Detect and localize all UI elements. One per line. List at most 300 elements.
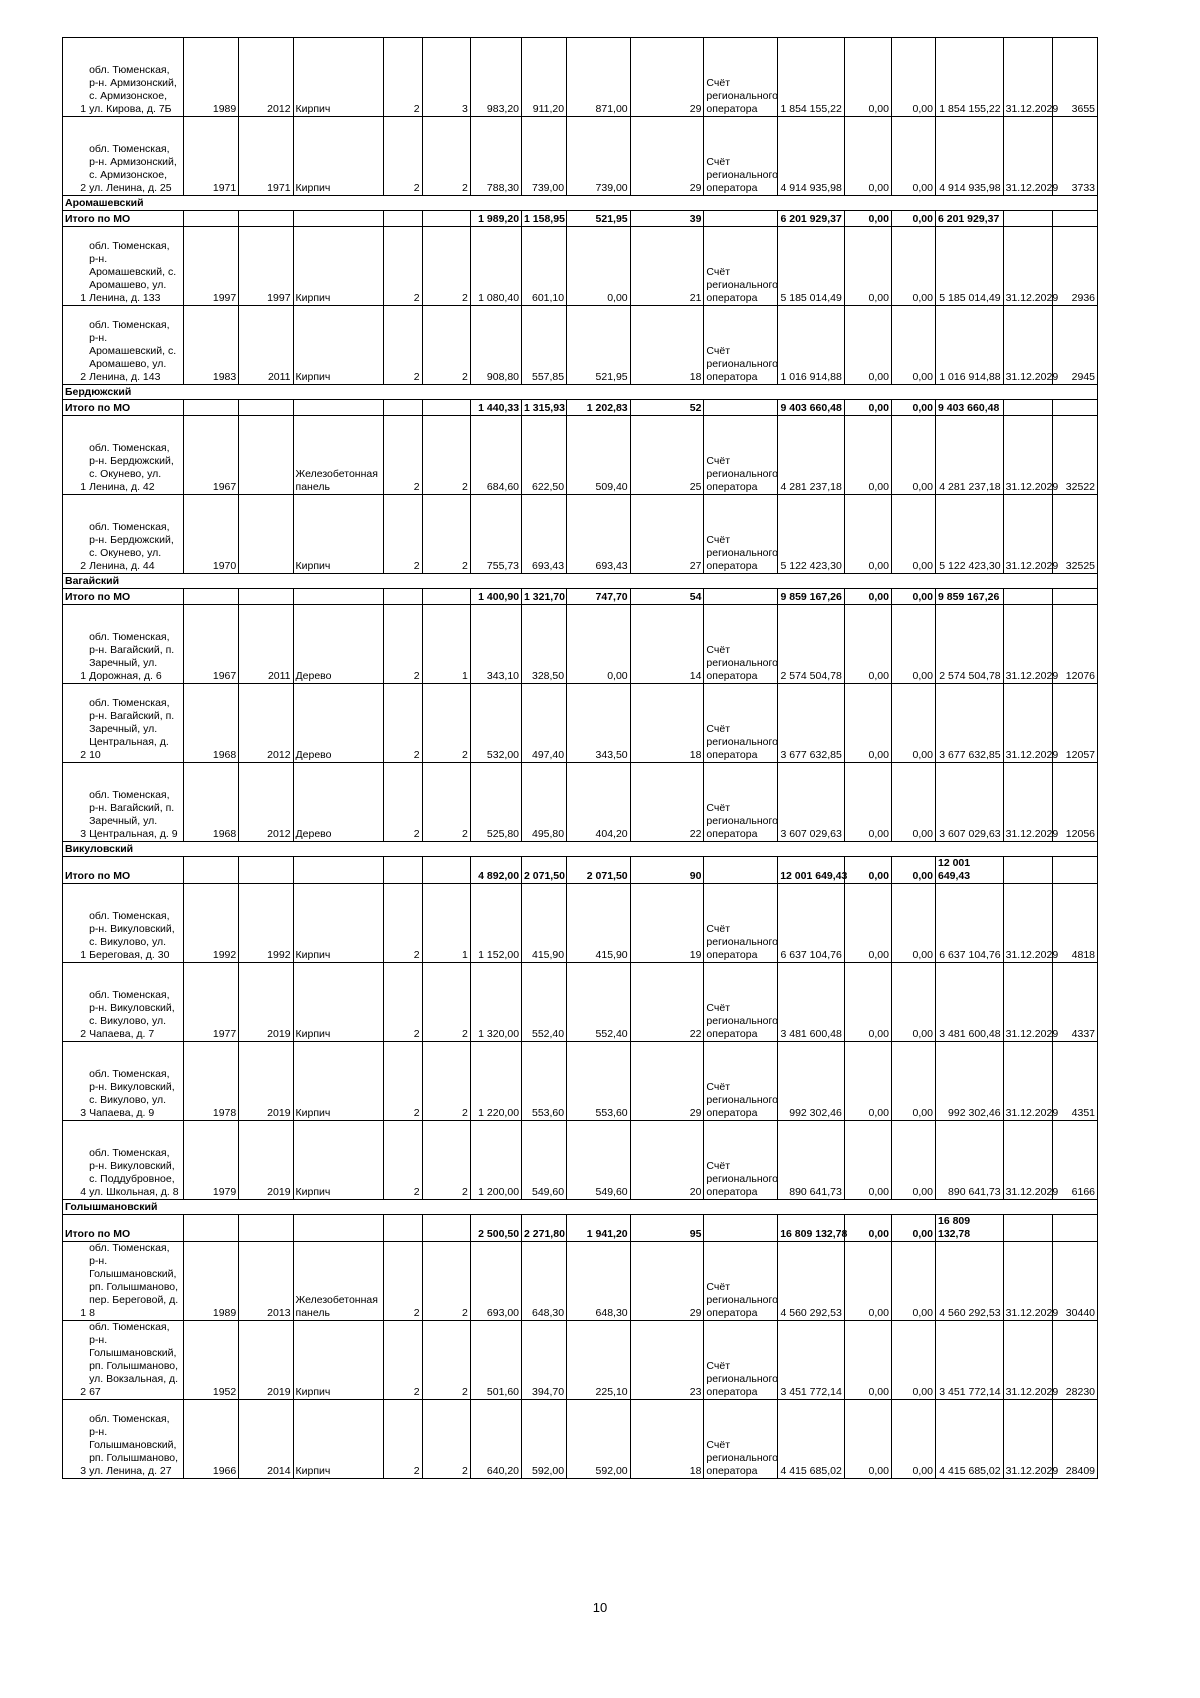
- total-area-cell: 908,80: [470, 306, 521, 385]
- owners-cost-cell: 3 451 772,14: [935, 1321, 1003, 1400]
- year-built-cell: 1968: [183, 763, 238, 842]
- empty-cell: [293, 1215, 383, 1242]
- owners-cost-cell: 890 641,73: [935, 1121, 1003, 1200]
- residents-cell: 18: [630, 1400, 704, 1479]
- register-body: [63, 38, 1098, 1479]
- address-cell: обл. Тюменская, р-н. Голышмановский, рп. Голышманово, ул. Вокзальная, д. 67: [87, 1321, 183, 1400]
- cost-b-cell: 0,00: [891, 884, 935, 963]
- row-number: 2: [63, 684, 88, 763]
- living-area-cell: 601,10: [522, 227, 567, 306]
- private-area-cell: 592,00: [567, 1400, 631, 1479]
- cost-a-cell: 0,00: [844, 227, 891, 306]
- entrances-cell: 2: [422, 763, 470, 842]
- total-cost-cell: 4 281 237,18: [778, 416, 845, 495]
- total-residents: 39: [630, 211, 704, 227]
- empty-cell: [183, 589, 238, 605]
- year-built-cell: 1970: [183, 495, 238, 574]
- row-number: 3: [63, 763, 88, 842]
- total-living-area: 2 271,80: [522, 1215, 567, 1242]
- total-area-cell: 1 080,40: [470, 227, 521, 306]
- entrances-cell: 2: [422, 1121, 470, 1200]
- owners-cost-cell: 4 415 685,02: [935, 1400, 1003, 1479]
- page-number: 10: [592, 1600, 608, 1615]
- cost-b-cell: 0,00: [891, 1400, 935, 1479]
- living-area-cell: 557,85: [522, 306, 567, 385]
- wall-material-cell: Железобетонная панель: [293, 416, 383, 495]
- empty-cell: [1052, 211, 1097, 227]
- row-number: 4: [63, 1121, 88, 1200]
- owners-cost-cell: 4 281 237,18: [935, 416, 1003, 495]
- fund-method-cell: Счёт регионального оператора: [704, 306, 778, 385]
- total-residents: 90: [630, 857, 704, 884]
- total-area-cell: 983,20: [470, 38, 521, 117]
- cost-b-cell: 0,00: [891, 416, 935, 495]
- house-code-cell: 30440: [1052, 1242, 1097, 1321]
- fund-method-cell: Счёт регионального оператора: [704, 605, 778, 684]
- total-residents: 54: [630, 589, 704, 605]
- wall-material-cell: Дерево: [293, 684, 383, 763]
- address-cell: обл. Тюменская, р-н. Голышмановский, рп. Голышманово, ул. Ленина, д. 27: [87, 1400, 183, 1479]
- empty-cell: [293, 400, 383, 416]
- floors-cell: 2: [383, 38, 422, 117]
- living-area-cell: 549,60: [522, 1121, 567, 1200]
- wall-material-cell: Кирпич: [293, 1121, 383, 1200]
- empty-cell: [239, 589, 293, 605]
- total-cost-b: 0,00: [891, 589, 935, 605]
- entrances-cell: 2: [422, 306, 470, 385]
- total-owners-cost: 9 859 167,26: [935, 589, 1003, 605]
- total-cost: 9 859 167,26: [778, 589, 845, 605]
- total-area-cell: 684,60: [470, 416, 521, 495]
- wall-material-cell: Кирпич: [293, 1321, 383, 1400]
- cost-b-cell: 0,00: [891, 605, 935, 684]
- total-cost-cell: 992 302,46: [778, 1042, 845, 1121]
- entrances-cell: 2: [422, 1321, 470, 1400]
- house-code-cell: 4351: [1052, 1042, 1097, 1121]
- owners-cost-cell: 1 854 155,22: [935, 38, 1003, 117]
- total-cost-cell: 4 560 292,53: [778, 1242, 845, 1321]
- empty-cell: [704, 211, 778, 227]
- house-row: [63, 1242, 1098, 1321]
- year-renovation-cell: 2012: [239, 38, 293, 117]
- empty-cell: [704, 1215, 778, 1242]
- floors-cell: 2: [383, 1042, 422, 1121]
- cost-a-cell: 0,00: [844, 763, 891, 842]
- cost-b-cell: 0,00: [891, 117, 935, 196]
- empty-cell: [422, 400, 470, 416]
- empty-cell: [704, 400, 778, 416]
- entrances-cell: 2: [422, 684, 470, 763]
- address-cell: обл. Тюменская, р-н. Аромашевский, с. Аромашево, ул. Ленина, д. 143: [87, 306, 183, 385]
- residents-cell: 14: [630, 605, 704, 684]
- municipality-name: Аромашевский: [63, 196, 1098, 211]
- empty-cell: [383, 589, 422, 605]
- address-cell: обл. Тюменская, р-н. Вагайский, п. Заречный, ул. Центральная, д. 9: [87, 763, 183, 842]
- empty-cell: [183, 857, 238, 884]
- empty-cell: [704, 857, 778, 884]
- total-area: 4 892,00: [470, 857, 521, 884]
- total-cost-cell: 890 641,73: [778, 1121, 845, 1200]
- address-cell: обл. Тюменская, р-н. Армизонский, с. Армизонское, ул. Кирова, д. 7Б: [87, 38, 183, 117]
- house-code-cell: 12076: [1052, 605, 1097, 684]
- house-code-cell: 2936: [1052, 227, 1097, 306]
- empty-cell: [1003, 589, 1052, 605]
- total-area-cell: 755,73: [470, 495, 521, 574]
- living-area-cell: 622,50: [522, 416, 567, 495]
- year-built-cell: 1997: [183, 227, 238, 306]
- address-cell: обл. Тюменская, р-н. Армизонский, с. Армизонское, ул. Ленина, д. 25: [87, 117, 183, 196]
- wall-material-cell: Кирпич: [293, 495, 383, 574]
- entrances-cell: 2: [422, 1400, 470, 1479]
- empty-cell: [1052, 1215, 1097, 1242]
- floors-cell: 2: [383, 1242, 422, 1321]
- house-code-cell: 3733: [1052, 117, 1097, 196]
- owners-cost-cell: 5 185 014,49: [935, 227, 1003, 306]
- house-code-cell: 28409: [1052, 1400, 1097, 1479]
- total-area-cell: 1 320,00: [470, 963, 521, 1042]
- total-cost: 9 403 660,48: [778, 400, 845, 416]
- house-code-cell: 4818: [1052, 884, 1097, 963]
- house-row: [63, 117, 1098, 196]
- row-number: 3: [63, 1042, 88, 1121]
- cost-b-cell: 0,00: [891, 1242, 935, 1321]
- total-private-area: 521,95: [567, 211, 631, 227]
- private-area-cell: 871,00: [567, 38, 631, 117]
- floors-cell: 2: [383, 1400, 422, 1479]
- address-cell: обл. Тюменская, р-н. Викуловский, с. Поддубровное, ул. Школьная, д. 8: [87, 1121, 183, 1200]
- fund-method-cell: Счёт регионального оператора: [704, 495, 778, 574]
- living-area-cell: 552,40: [522, 963, 567, 1042]
- row-number: 1: [63, 38, 88, 117]
- row-number: 1: [63, 605, 88, 684]
- living-area-cell: 328,50: [522, 605, 567, 684]
- address-cell: обл. Тюменская, р-н. Викуловский, с. Викулово, ул. Чапаева, д. 7: [87, 963, 183, 1042]
- total-area-cell: 525,80: [470, 763, 521, 842]
- total-area: 1 989,20: [470, 211, 521, 227]
- year-renovation-cell: 2019: [239, 1321, 293, 1400]
- residents-cell: 20: [630, 1121, 704, 1200]
- total-area: 2 500,50: [470, 1215, 521, 1242]
- residents-cell: 18: [630, 684, 704, 763]
- municipality-name: Вагайский: [63, 574, 1098, 589]
- total-cost-b: 0,00: [891, 857, 935, 884]
- private-area-cell: 0,00: [567, 227, 631, 306]
- empty-cell: [383, 211, 422, 227]
- empty-cell: [183, 1215, 238, 1242]
- total-cost-b: 0,00: [891, 400, 935, 416]
- municipality-total-row: [63, 400, 1098, 416]
- year-renovation-cell: 2011: [239, 605, 293, 684]
- total-label: Итого по МО: [63, 857, 184, 884]
- wall-material-cell: Кирпич: [293, 963, 383, 1042]
- empty-cell: [183, 211, 238, 227]
- private-area-cell: 552,40: [567, 963, 631, 1042]
- wall-material-cell: Кирпич: [293, 1400, 383, 1479]
- total-area: 1 440,33: [470, 400, 521, 416]
- fund-method-cell: Счёт регионального оператора: [704, 684, 778, 763]
- residents-cell: 29: [630, 38, 704, 117]
- year-renovation-cell: 2011: [239, 306, 293, 385]
- private-area-cell: 225,10: [567, 1321, 631, 1400]
- empty-cell: [422, 1215, 470, 1242]
- year-renovation-cell: 2019: [239, 1042, 293, 1121]
- row-number: 2: [63, 963, 88, 1042]
- address-cell: обл. Тюменская, р-н. Голышмановский, рп. Голышманово, пер. Береговой, д. 8: [87, 1242, 183, 1321]
- house-row: [63, 963, 1098, 1042]
- cost-a-cell: 0,00: [844, 605, 891, 684]
- cost-a-cell: 0,00: [844, 1321, 891, 1400]
- year-renovation-cell: [239, 495, 293, 574]
- floors-cell: 2: [383, 884, 422, 963]
- living-area-cell: 497,40: [522, 684, 567, 763]
- total-cost: 6 201 929,37: [778, 211, 845, 227]
- total-cost-b: 0,00: [891, 1215, 935, 1242]
- entrances-cell: 2: [422, 1042, 470, 1121]
- cost-b-cell: 0,00: [891, 963, 935, 1042]
- municipality-total-row: [63, 857, 1098, 884]
- fund-method-cell: Счёт регионального оператора: [704, 884, 778, 963]
- total-label: Итого по МО: [63, 589, 184, 605]
- total-area-cell: 640,20: [470, 1400, 521, 1479]
- private-area-cell: 415,90: [567, 884, 631, 963]
- house-row: [63, 605, 1098, 684]
- residents-cell: 22: [630, 763, 704, 842]
- row-number: 1: [63, 227, 88, 306]
- year-built-cell: 1989: [183, 1242, 238, 1321]
- cost-a-cell: 0,00: [844, 684, 891, 763]
- municipality-name: Бердюжский: [63, 385, 1098, 400]
- row-number: 1: [63, 1242, 88, 1321]
- total-area-cell: 501,60: [470, 1321, 521, 1400]
- total-cost-a: 0,00: [844, 400, 891, 416]
- entrances-cell: 3: [422, 38, 470, 117]
- house-row: [63, 1121, 1098, 1200]
- total-cost-cell: 3 607 029,63: [778, 763, 845, 842]
- year-built-cell: 1979: [183, 1121, 238, 1200]
- living-area-cell: 648,30: [522, 1242, 567, 1321]
- private-area-cell: 693,43: [567, 495, 631, 574]
- wall-material-cell: Кирпич: [293, 306, 383, 385]
- residents-cell: 25: [630, 416, 704, 495]
- total-living-area: 1 321,70: [522, 589, 567, 605]
- total-area-cell: 788,30: [470, 117, 521, 196]
- address-cell: обл. Тюменская, р-н. Аромашевский, с. Аромашево, ул. Ленина, д. 133: [87, 227, 183, 306]
- municipality-total-row: [63, 589, 1098, 605]
- fund-method-cell: Счёт регионального оператора: [704, 1042, 778, 1121]
- floors-cell: 2: [383, 1121, 422, 1200]
- fund-method-cell: Счёт регионального оператора: [704, 1321, 778, 1400]
- floors-cell: 2: [383, 963, 422, 1042]
- floors-cell: 2: [383, 416, 422, 495]
- owners-cost-cell: 3 481 600,48: [935, 963, 1003, 1042]
- empty-cell: [239, 400, 293, 416]
- cost-a-cell: 0,00: [844, 306, 891, 385]
- wall-material-cell: Кирпич: [293, 1042, 383, 1121]
- total-cost-cell: 6 637 104,76: [778, 884, 845, 963]
- year-built-cell: 1983: [183, 306, 238, 385]
- house-row: [63, 1321, 1098, 1400]
- floors-cell: 2: [383, 1321, 422, 1400]
- total-owners-cost: 6 201 929,37: [935, 211, 1003, 227]
- owners-cost-cell: 6 637 104,76: [935, 884, 1003, 963]
- municipality-header-row: [63, 1200, 1098, 1215]
- cost-b-cell: 0,00: [891, 1121, 935, 1200]
- floors-cell: 2: [383, 684, 422, 763]
- total-owners-cost: 16 809 132,78: [935, 1215, 1003, 1242]
- owners-cost-cell: 5 122 423,30: [935, 495, 1003, 574]
- floors-cell: 2: [383, 117, 422, 196]
- year-renovation-cell: 2012: [239, 763, 293, 842]
- cost-b-cell: 0,00: [891, 495, 935, 574]
- total-area-cell: 1 200,00: [470, 1121, 521, 1200]
- empty-cell: [239, 857, 293, 884]
- deadline-cell: 31.12.2029: [1003, 1042, 1052, 1121]
- total-living-area: 1 315,93: [522, 400, 567, 416]
- address-cell: обл. Тюменская, р-н. Бердюжский, с. Окунево, ул. Ленина, д. 44: [87, 495, 183, 574]
- owners-cost-cell: 3 677 632,85: [935, 684, 1003, 763]
- year-renovation-cell: 2019: [239, 1121, 293, 1200]
- deadline-cell: 31.12.2029: [1003, 495, 1052, 574]
- cost-a-cell: 0,00: [844, 963, 891, 1042]
- total-cost-cell: 5 185 014,49: [778, 227, 845, 306]
- house-row: [63, 1400, 1098, 1479]
- cost-a-cell: 0,00: [844, 1042, 891, 1121]
- address-cell: обл. Тюменская, р-н. Вагайский, п. Заречный, ул. Дорожная, д. 6: [87, 605, 183, 684]
- house-code-cell: 6166: [1052, 1121, 1097, 1200]
- empty-cell: [1003, 211, 1052, 227]
- entrances-cell: 2: [422, 963, 470, 1042]
- empty-cell: [1003, 400, 1052, 416]
- empty-cell: [183, 400, 238, 416]
- municipality-total-row: [63, 1215, 1098, 1242]
- living-area-cell: 911,20: [522, 38, 567, 117]
- empty-cell: [293, 589, 383, 605]
- row-number: 1: [63, 416, 88, 495]
- house-row: [63, 495, 1098, 574]
- house-row: [63, 884, 1098, 963]
- owners-cost-cell: 4 914 935,98: [935, 117, 1003, 196]
- living-area-cell: 394,70: [522, 1321, 567, 1400]
- empty-cell: [383, 1215, 422, 1242]
- total-cost-cell: 4 914 935,98: [778, 117, 845, 196]
- empty-cell: [383, 857, 422, 884]
- total-private-area: 1 202,83: [567, 400, 631, 416]
- total-cost: 16 809 132,78: [778, 1215, 845, 1242]
- year-renovation-cell: 2019: [239, 963, 293, 1042]
- house-row: [63, 684, 1098, 763]
- house-row: [63, 416, 1098, 495]
- deadline-cell: 31.12.2029: [1003, 38, 1052, 117]
- deadline-cell: 31.12.2029: [1003, 884, 1052, 963]
- municipality-name: Викуловский: [63, 842, 1098, 857]
- wall-material-cell: Кирпич: [293, 38, 383, 117]
- address-cell: обл. Тюменская, р-н. Бердюжский, с. Окунево, ул. Ленина, д. 42: [87, 416, 183, 495]
- fund-method-cell: Счёт регионального оператора: [704, 1242, 778, 1321]
- total-cost: 12 001 649,43: [778, 857, 845, 884]
- empty-cell: [1052, 857, 1097, 884]
- municipality-name: Голышмановский: [63, 1200, 1098, 1215]
- floors-cell: 2: [383, 495, 422, 574]
- total-cost-a: 0,00: [844, 589, 891, 605]
- register-table: [62, 37, 1098, 1479]
- empty-cell: [239, 211, 293, 227]
- deadline-cell: 31.12.2029: [1003, 684, 1052, 763]
- deadline-cell: 31.12.2029: [1003, 763, 1052, 842]
- residents-cell: 21: [630, 227, 704, 306]
- row-number: 2: [63, 495, 88, 574]
- residents-cell: 29: [630, 1242, 704, 1321]
- residents-cell: 18: [630, 306, 704, 385]
- cost-b-cell: 0,00: [891, 1321, 935, 1400]
- total-cost-cell: 3 481 600,48: [778, 963, 845, 1042]
- cost-b-cell: 0,00: [891, 1042, 935, 1121]
- private-area-cell: 553,60: [567, 1042, 631, 1121]
- empty-cell: [422, 211, 470, 227]
- year-built-cell: 1968: [183, 684, 238, 763]
- cost-a-cell: 0,00: [844, 1121, 891, 1200]
- house-row: [63, 227, 1098, 306]
- year-renovation-cell: 1971: [239, 117, 293, 196]
- owners-cost-cell: 992 302,46: [935, 1042, 1003, 1121]
- house-row: [63, 38, 1098, 117]
- year-renovation-cell: 2013: [239, 1242, 293, 1321]
- entrances-cell: 2: [422, 416, 470, 495]
- fund-method-cell: Счёт регионального оператора: [704, 227, 778, 306]
- total-cost-cell: 3 451 772,14: [778, 1321, 845, 1400]
- entrances-cell: 1: [422, 605, 470, 684]
- deadline-cell: 31.12.2029: [1003, 605, 1052, 684]
- entrances-cell: 2: [422, 495, 470, 574]
- deadline-cell: 31.12.2029: [1003, 416, 1052, 495]
- cost-b-cell: 0,00: [891, 763, 935, 842]
- house-code-cell: 4337: [1052, 963, 1097, 1042]
- total-residents: 95: [630, 1215, 704, 1242]
- floors-cell: 2: [383, 763, 422, 842]
- empty-cell: [704, 589, 778, 605]
- year-renovation-cell: 2014: [239, 1400, 293, 1479]
- fund-method-cell: Счёт регионального оператора: [704, 1400, 778, 1479]
- private-area-cell: 343,50: [567, 684, 631, 763]
- cost-a-cell: 0,00: [844, 495, 891, 574]
- fund-method-cell: Счёт регионального оператора: [704, 1121, 778, 1200]
- cost-a-cell: 0,00: [844, 1242, 891, 1321]
- total-cost-a: 0,00: [844, 211, 891, 227]
- total-label: Итого по МО: [63, 211, 184, 227]
- living-area-cell: 495,80: [522, 763, 567, 842]
- private-area-cell: 549,60: [567, 1121, 631, 1200]
- year-built-cell: 1971: [183, 117, 238, 196]
- house-code-cell: 2945: [1052, 306, 1097, 385]
- living-area-cell: 739,00: [522, 117, 567, 196]
- deadline-cell: 31.12.2029: [1003, 963, 1052, 1042]
- address-cell: обл. Тюменская, р-н. Викуловский, с. Викулово, ул. Береговая, д. 30: [87, 884, 183, 963]
- house-code-cell: 32525: [1052, 495, 1097, 574]
- year-built-cell: 1966: [183, 1400, 238, 1479]
- fund-method-cell: Счёт регионального оператора: [704, 117, 778, 196]
- row-number: 1: [63, 884, 88, 963]
- total-cost-cell: 5 122 423,30: [778, 495, 845, 574]
- cost-a-cell: 0,00: [844, 117, 891, 196]
- year-built-cell: 1978: [183, 1042, 238, 1121]
- year-renovation-cell: 1992: [239, 884, 293, 963]
- entrances-cell: 1: [422, 884, 470, 963]
- wall-material-cell: Кирпич: [293, 227, 383, 306]
- owners-cost-cell: 4 560 292,53: [935, 1242, 1003, 1321]
- municipality-header-row: [63, 196, 1098, 211]
- house-row: [63, 306, 1098, 385]
- year-built-cell: 1952: [183, 1321, 238, 1400]
- address-cell: обл. Тюменская, р-н. Викуловский, с. Викулово, ул. Чапаева, д. 9: [87, 1042, 183, 1121]
